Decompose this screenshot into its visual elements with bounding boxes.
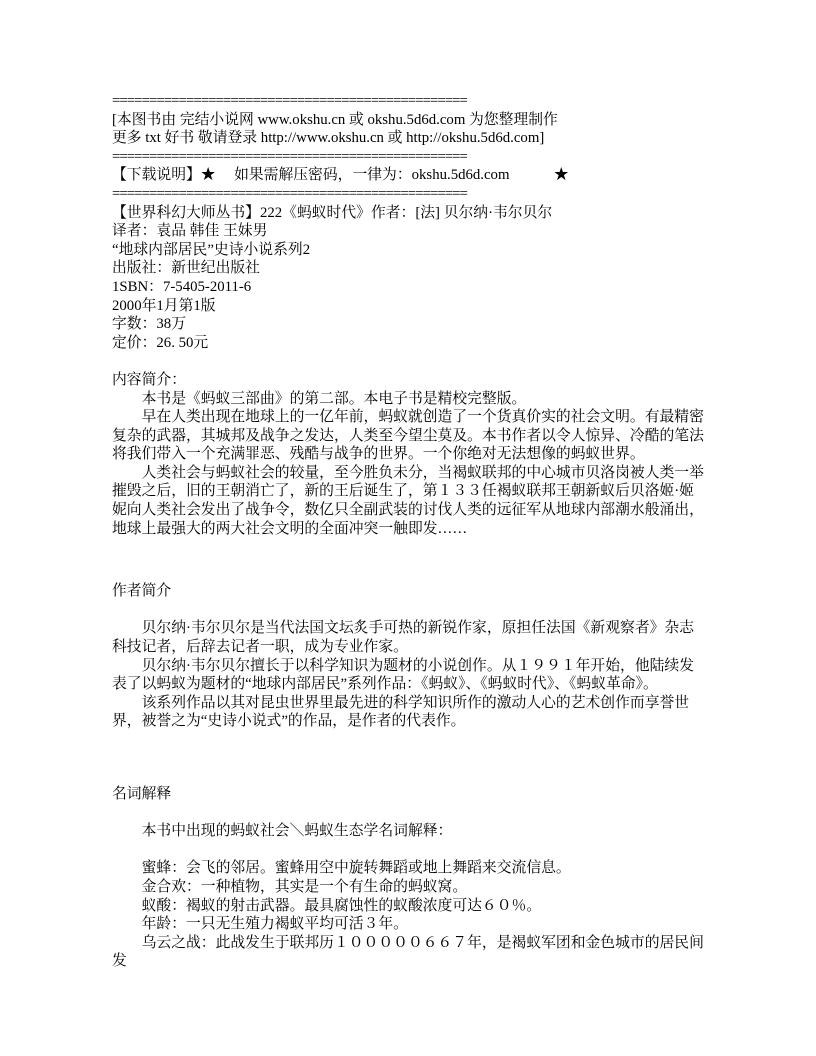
glossary-intro: 本书中出现的蚂蚁社会＼蚂蚁生态学名词解释：	[112, 823, 453, 840]
spacer	[112, 841, 708, 860]
book-translator-line: 译者：袁品 韩佳 王妹男	[112, 223, 268, 240]
credit-line-2: 更多 txt 好书 敬请登录 http://www.okshu.cn 或 http://okshu.5d6d.com]	[112, 130, 545, 147]
author-heading: 作者简介	[112, 583, 172, 600]
document-page	[112, 92, 708, 971]
glossary-item: 蚁酸：褐蚁的射击武器。最具腐蚀性的蚁酸浓度可达６０％。	[112, 897, 542, 914]
glossary-item: 年龄：一只无生殖力褐蚁平均可活３年。	[112, 916, 408, 933]
spacer	[112, 538, 708, 582]
separator-line: ================================================	[112, 93, 467, 109]
spacer	[112, 804, 708, 823]
glossary-item: 金合欢：一种植物，其实是一个有生命的蚂蚁窝。	[112, 878, 468, 895]
spacer	[112, 731, 708, 785]
book-wordcount-line: 字数：38万	[112, 316, 186, 333]
synopsis-paragraph: 本书是《蚂蚁三部曲》的第二部。本电子书是精校完整版。	[112, 390, 527, 407]
separator-line: ================================================	[112, 148, 467, 165]
credit-line-1: [本图书由 完结小说网 www.okshu.cn 或 okshu.5d6d.com 为您整理制作	[112, 111, 558, 128]
download-note: 【下载说明】★ 如果需解压密码，一律为：okshu.5d6d.com ★	[112, 167, 569, 184]
synopsis-paragraph: 人类社会与蚂蚁社会的较量，至今胜负未分，当褐蚁联邦的中心城市贝洛岗被人类一举摧毁之后，旧的王朝消亡了，新的王后诞生了，第１３３任褐蚁联邦王朝新蚁后贝洛姬·姬妮向人类社会发出了战争令，数亿只全副武装的讨伐人类的远征军从地球内部潮水般涌出，地球上最强大的两大社会文明的全面冲突一触即发……	[112, 464, 704, 537]
book-isbn-line: 1SBN：7-5405-2011-6	[112, 278, 252, 295]
spacer	[112, 601, 708, 620]
book-title-line: 【世界科幻大师丛书】222《蚂蚁时代》作者：[法] 贝尔纳·韦尔贝尔	[112, 204, 553, 221]
book-series-line: “地球内部居民”史诗小说系列2	[112, 241, 311, 258]
book-edition-line: 2000年1月第1版	[112, 297, 216, 314]
glossary-heading: 名词解释	[112, 786, 172, 802]
synopsis-heading: 内容简介：	[112, 371, 186, 388]
author-paragraph: 贝尔纳·韦尔贝尔是当代法国文坛炙手可热的新锐作家，原担任法国《新观察者》杂志科技记者，后辞去记者一职，成为专业作家。	[112, 620, 695, 656]
glossary-item: 蜜蜂：会飞的邻居。蜜蜂用空中旋转舞蹈或地上舞蹈来交流信息。	[112, 860, 571, 877]
author-paragraph: 该系列作品以其对昆虫世界里最先进的科学知识所作的激动人心的艺术创作而享誉世界，被誉之为“史诗小说式”的作品，是作者的代表作。	[112, 694, 690, 730]
glossary-item: 乌云之战：此战发生于联邦历１０００００６６７年，是褐蚁军团和金色城市的居民间发	[112, 934, 704, 970]
spacer	[112, 352, 708, 371]
synopsis-paragraph: 早在人类出现在地球上的一亿年前，蚂蚁就创造了一个货真价实的社会文明。有最精密复杂的武器，其城邦及战争之发达，人类至今望尘莫及。本书作者以令人惊异、冷酷的笔法将我们带入一个充满罪恶、残酷与战争的世界。一个你绝对无法想像的蚂蚁世界。	[112, 409, 704, 463]
book-publisher-line: 出版社：新世纪出版社	[112, 260, 260, 277]
book-price-line: 定价：26. 50元	[112, 334, 209, 351]
separator-line: ================================================	[112, 185, 467, 202]
author-paragraph: 贝尔纳·韦尔贝尔擅长于以科学知识为题材的小说创作。从１９９１年开始，他陆续发表了以蚂蚁为题材的“地球内部居民”系列作品：《蚂蚁》、《蚂蚁时代》、《蚂蚁革命》。	[112, 657, 695, 693]
